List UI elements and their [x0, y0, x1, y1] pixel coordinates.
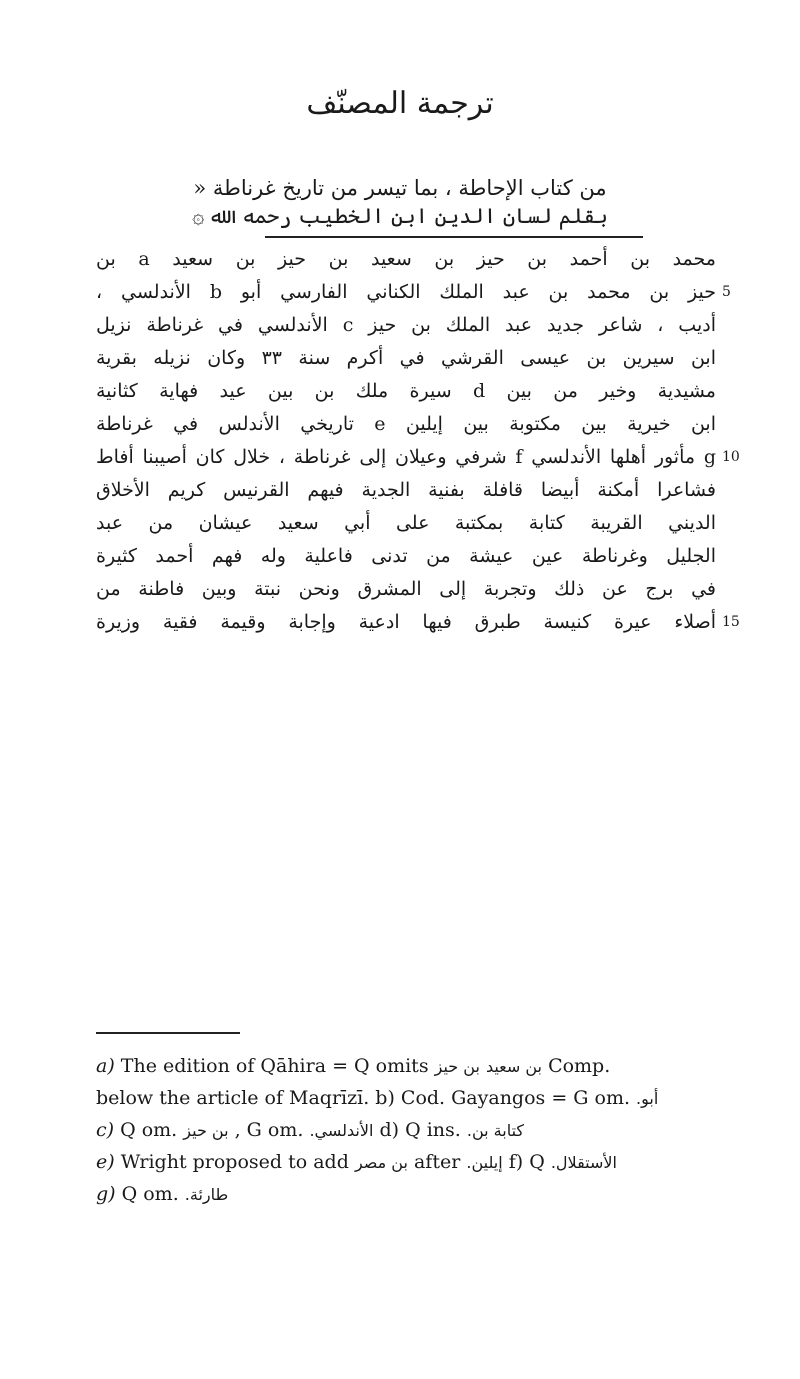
- footnote-text: Q om.: [120, 1119, 178, 1141]
- footnote-arabic: إيلين.: [466, 1153, 503, 1172]
- footnote-text: f) Q: [508, 1151, 545, 1173]
- footnote-line: [96, 1082, 716, 1114]
- footnote-label: c): [96, 1119, 115, 1141]
- footnote-text: Comp.: [548, 1055, 611, 1077]
- footnote-arabic: بن حيز: [434, 1057, 480, 1076]
- text-line: في برج عن ذلك وتجربة إلى المشرق ونحن نبتة وبين فاطنة من: [96, 578, 716, 600]
- text-line: أصلاء عيرة كنيسة طبرق فيها ادعية وإجابة وقيمة فقية وزيرة: [96, 611, 716, 633]
- footnote-text: The edition of Qāhira = Q omits: [120, 1055, 429, 1077]
- line-number: 15: [722, 614, 740, 630]
- footnote-line: [96, 1178, 716, 1210]
- text-line: الديني القريبة كتابة بمكتبة على أبي سعيد عيشان من عبد: [96, 512, 716, 534]
- footnote-line: [96, 1050, 716, 1082]
- footnote-text: after: [413, 1151, 461, 1173]
- line-number: 10: [722, 449, 740, 465]
- footnote-label: e): [96, 1151, 115, 1173]
- footnote-arabic: بن مصر: [354, 1153, 408, 1172]
- footnote-arabic: طارئة.: [184, 1185, 229, 1204]
- footnote-arabic: الأندلسي.: [309, 1121, 374, 1140]
- subtitle-line: بقلم لسان الدين ابن الخطيب رحمه الله ۞: [192, 204, 608, 228]
- footnote-arabic: كتابة بن.: [466, 1121, 525, 1140]
- subtitle-line: من كتاب الإحاطة ، بما تيسر من تاريخ غرناطة «: [193, 176, 607, 200]
- text-line: مشيدية وخير من بين d سيرة ملك بن بين عيد فهاية كثانية: [96, 380, 716, 402]
- footnote-arabic: أبو.: [636, 1089, 659, 1108]
- text-line: ابن خيرية بين مكتوبة بين إيلين e تاريخي الأندلس في غرناطة: [96, 413, 716, 435]
- footnote-label: a): [96, 1055, 115, 1077]
- overline-rule: [265, 236, 643, 238]
- footnote-label: g): [96, 1183, 116, 1205]
- text-line: الجليل وغرناطة عين عيشة من تدنى فاعلية وله فهم أحمد كثيرة: [96, 545, 716, 567]
- footnote-text: Wright proposed to add: [120, 1151, 349, 1173]
- footnote-rule: [96, 1032, 240, 1034]
- footnote-arabic: بن حيز: [183, 1121, 229, 1140]
- footnote-arabic: بن سعيد: [485, 1057, 543, 1076]
- page-title: ترجمة المصنّف: [306, 86, 494, 121]
- text-line: ابن سيرين بن عيسى القرشي في أكرم سنة ٣٣ وكان نزيله بقرية: [96, 347, 716, 369]
- footnote-text: d) Q ins.: [379, 1119, 461, 1141]
- footnote-line: [96, 1114, 716, 1146]
- text-line: محمد بن أحمد بن حيز بن سعيد بن حيز بن سعيد a بن: [96, 248, 716, 270]
- footnote-arabic: الأستقلال.: [550, 1153, 617, 1172]
- footnote-text: b) Cod. Gayangos = G om.: [375, 1087, 630, 1109]
- footnote-text: below the article of Maqrīzī.: [96, 1087, 370, 1109]
- footnote-text: Q om.: [121, 1183, 179, 1205]
- text-line: g مأثور أهلها الأندلسي f شرفي وعيلان إلى غرناطة ، خلال كان أصيبنا أفاط: [96, 446, 716, 468]
- text-line: حيز بن محمد بن عبد الملك الكناني الفارسي أبو b الأندلسي ،: [96, 281, 716, 303]
- footnote-text: , G om.: [234, 1119, 304, 1141]
- line-number: 5: [722, 284, 731, 300]
- footnote-line: [96, 1146, 716, 1178]
- text-line: أديب ، شاعر جديد عبد الملك بن حيز c الأندلسي في غرناطة نزيل: [96, 314, 716, 336]
- text-line: فشاعرا أمكنة أبيضا قافلة بفنية الجدية فيهم القرنيس كريم الأخلاق: [96, 479, 716, 501]
